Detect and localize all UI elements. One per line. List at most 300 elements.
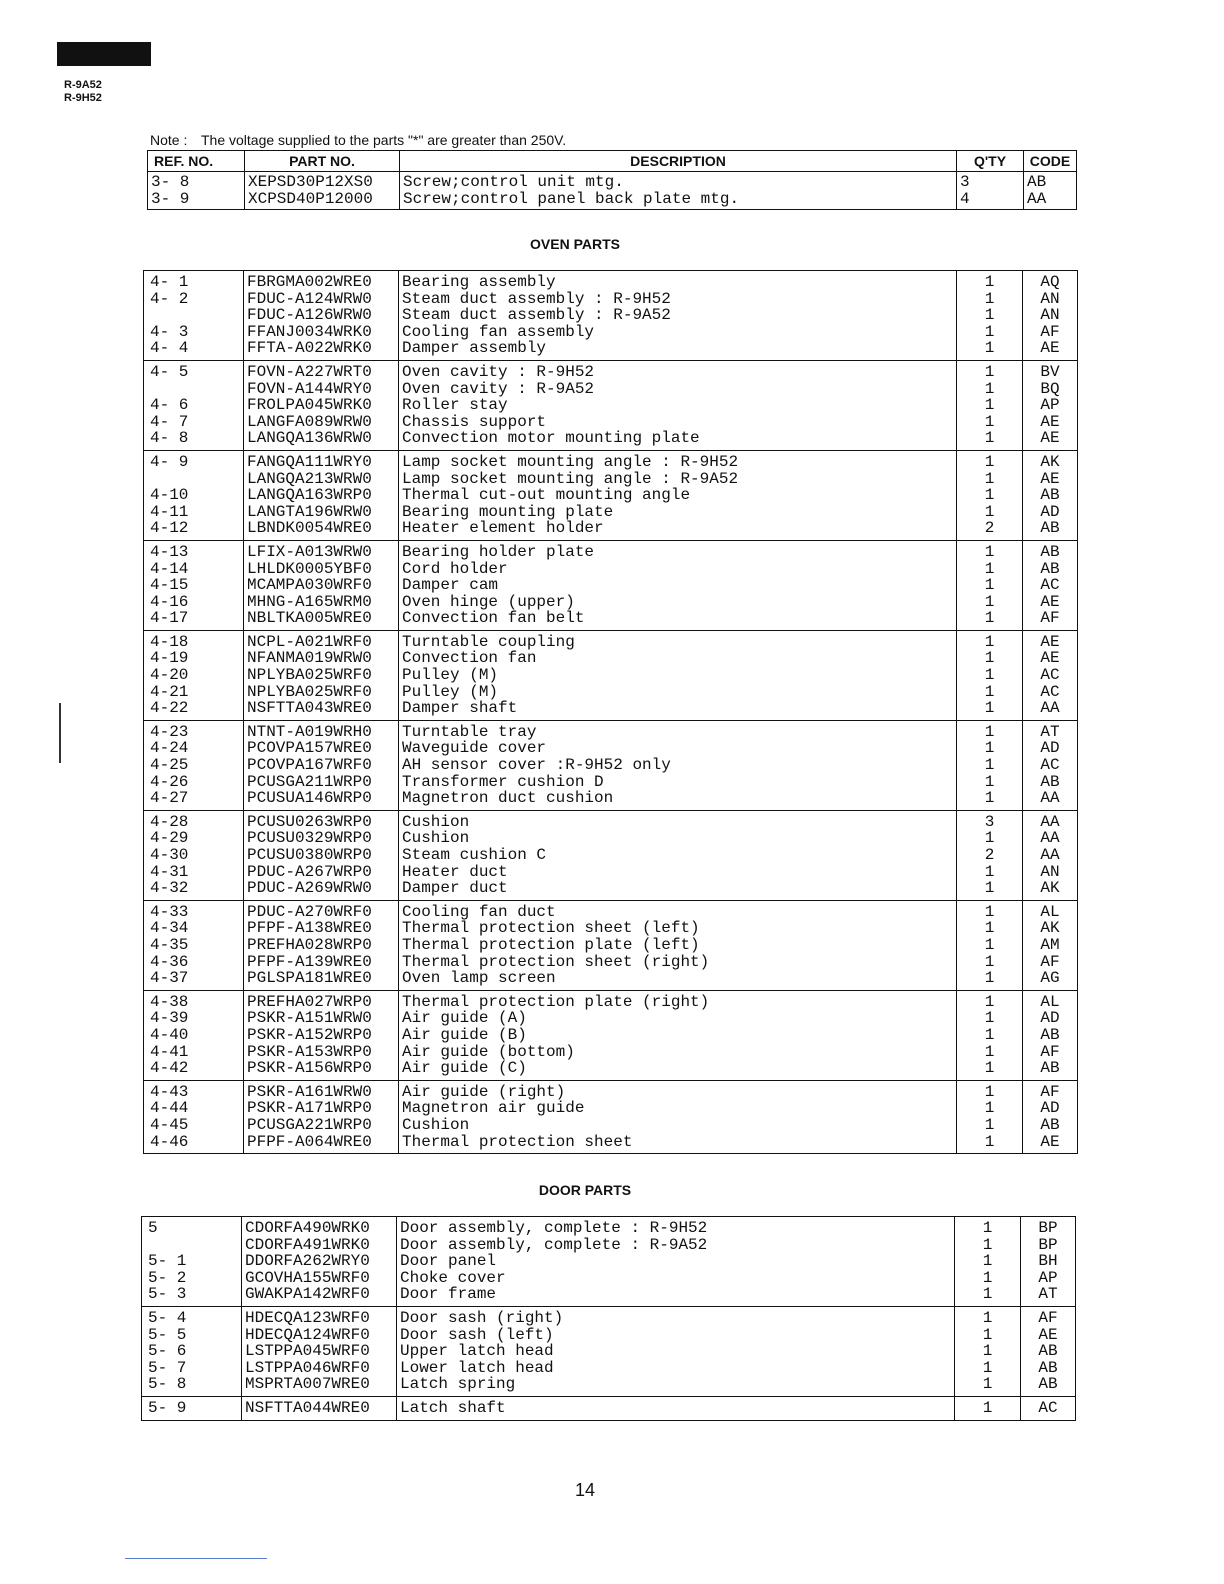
part-no-cell: LBNDK0054WRE0 bbox=[244, 520, 399, 540]
code-cell: AA bbox=[1023, 847, 1078, 864]
qty-cell: 4 bbox=[957, 191, 1024, 210]
ref-no-cell: 4-32 bbox=[144, 880, 244, 900]
row-group bbox=[144, 720, 1078, 810]
ref-no-cell: 5- 7 bbox=[142, 1360, 242, 1377]
part-no-cell: PGLSPA181WRE0 bbox=[244, 970, 399, 990]
part-no-cell: PSKR-A161WRW0 bbox=[244, 1080, 399, 1100]
code-cell: AT bbox=[1021, 1286, 1076, 1306]
code-cell: AT bbox=[1023, 720, 1078, 740]
description-cell: Pulley (M) bbox=[399, 684, 957, 701]
code-cell: BV bbox=[1023, 360, 1078, 380]
part-no-cell: PFPF-A138WRE0 bbox=[244, 920, 399, 937]
part-no-cell: PDUC-A270WRF0 bbox=[244, 900, 399, 920]
ref-no-cell: 4-45 bbox=[144, 1117, 244, 1134]
qty-cell: 1 bbox=[957, 990, 1023, 1010]
qty-cell: 2 bbox=[957, 520, 1023, 540]
table-row bbox=[144, 471, 1078, 488]
part-no-cell: NBLTKA005WRE0 bbox=[244, 610, 399, 630]
description-cell: Oven hinge (upper) bbox=[399, 594, 957, 611]
part-no-cell: FANGQA111WRY0 bbox=[244, 450, 399, 470]
part-no-cell: LANGFA089WRW0 bbox=[244, 414, 399, 431]
description-cell: Latch spring bbox=[397, 1376, 955, 1396]
table-row bbox=[144, 324, 1078, 341]
part-no-cell: LANGTA196WRW0 bbox=[244, 504, 399, 521]
row-group bbox=[142, 1217, 1076, 1307]
code-cell: AA bbox=[1023, 790, 1078, 810]
description-cell: Damper cam bbox=[399, 577, 957, 594]
qty-cell: 1 bbox=[957, 667, 1023, 684]
part-no-cell: FOVN-A144WRY0 bbox=[244, 381, 399, 398]
code-cell: AB bbox=[1023, 540, 1078, 560]
code-cell: AE bbox=[1023, 340, 1078, 360]
description-cell: Thermal protection sheet (right) bbox=[399, 954, 957, 971]
ref-no-cell: 4-39 bbox=[144, 1010, 244, 1027]
part-no-cell: PFPF-A139WRE0 bbox=[244, 954, 399, 971]
description-cell: AH sensor cover :R-9H52 only bbox=[399, 757, 957, 774]
table-row bbox=[144, 340, 1078, 360]
description-cell: Heater element holder bbox=[399, 520, 957, 540]
code-cell: AP bbox=[1023, 397, 1078, 414]
code-cell: AC bbox=[1023, 667, 1078, 684]
table-row bbox=[144, 740, 1078, 757]
description-cell: Cushion bbox=[399, 830, 957, 847]
table-row bbox=[144, 1060, 1078, 1080]
part-no-cell: NTNT-A019WRH0 bbox=[244, 720, 399, 740]
qty-cell: 1 bbox=[955, 1360, 1021, 1377]
description-cell: Door frame bbox=[397, 1286, 955, 1306]
table-row bbox=[144, 920, 1078, 937]
qty-cell: 1 bbox=[955, 1396, 1021, 1420]
qty-cell: 1 bbox=[957, 397, 1023, 414]
ref-no-cell: 4-46 bbox=[144, 1134, 244, 1154]
qty-cell: 1 bbox=[957, 830, 1023, 847]
row-group bbox=[144, 810, 1078, 900]
description-cell: Convection fan belt bbox=[399, 610, 957, 630]
part-no-cell: FROLPA045WRK0 bbox=[244, 397, 399, 414]
part-no-cell: PCUSU0329WRP0 bbox=[244, 830, 399, 847]
table-row bbox=[144, 790, 1078, 810]
part-no-cell: NPLYBA025WRF0 bbox=[244, 667, 399, 684]
description-cell: Upper latch head bbox=[397, 1343, 955, 1360]
part-no-cell: FDUC-A124WRW0 bbox=[244, 291, 399, 308]
qty-cell: 1 bbox=[957, 720, 1023, 740]
description-cell: Thermal protection plate (left) bbox=[399, 937, 957, 954]
col-code: CODE bbox=[1024, 151, 1077, 172]
code-cell: AL bbox=[1023, 990, 1078, 1010]
row-group bbox=[142, 1396, 1076, 1420]
table-row bbox=[142, 1306, 1076, 1326]
part-no-cell: NCPL-A021WRF0 bbox=[244, 630, 399, 650]
part-no-cell: LSTPPA046WRF0 bbox=[242, 1360, 397, 1377]
ref-no-cell: 4-36 bbox=[144, 954, 244, 971]
code-cell: AB bbox=[1023, 561, 1078, 578]
part-no-cell: PCUSGA211WRP0 bbox=[244, 774, 399, 791]
description-cell: Convection motor mounting plate bbox=[399, 430, 957, 450]
table-row bbox=[144, 650, 1078, 667]
code-cell: AB bbox=[1024, 172, 1077, 191]
table-row bbox=[148, 191, 1077, 210]
ref-no-cell: 4-15 bbox=[144, 577, 244, 594]
table-row bbox=[144, 414, 1078, 431]
qty-cell: 1 bbox=[957, 577, 1023, 594]
ref-no-cell: 4-38 bbox=[144, 990, 244, 1010]
code-cell: AD bbox=[1023, 740, 1078, 757]
row-group bbox=[144, 630, 1078, 720]
qty-cell: 1 bbox=[957, 1080, 1023, 1100]
ref-no-cell: 4-30 bbox=[144, 847, 244, 864]
description-cell: Choke cover bbox=[397, 1270, 955, 1287]
qty-cell: 1 bbox=[957, 594, 1023, 611]
code-cell: AE bbox=[1023, 630, 1078, 650]
part-no-cell: CDORFA491WRK0 bbox=[242, 1237, 397, 1254]
ref-no-cell: 5 bbox=[142, 1217, 242, 1237]
code-cell: AN bbox=[1023, 864, 1078, 881]
qty-cell: 1 bbox=[957, 740, 1023, 757]
ref-no-cell: 4-24 bbox=[144, 740, 244, 757]
description-cell: Thermal cut-out mounting angle bbox=[399, 487, 957, 504]
description-cell: Steam duct assembly : R-9H52 bbox=[399, 291, 957, 308]
qty-cell: 3 bbox=[957, 810, 1023, 830]
ref-no-cell: 4-37 bbox=[144, 970, 244, 990]
ref-no-cell: 4-12 bbox=[144, 520, 244, 540]
qty-cell: 1 bbox=[957, 1010, 1023, 1027]
ref-no-cell: 4- 2 bbox=[144, 291, 244, 308]
code-cell: AL bbox=[1023, 900, 1078, 920]
part-no-cell: PDUC-A269WRW0 bbox=[244, 880, 399, 900]
ref-no-cell: 4-17 bbox=[144, 610, 244, 630]
qty-cell: 1 bbox=[957, 504, 1023, 521]
code-cell: AF bbox=[1023, 324, 1078, 341]
description-cell: Air guide (A) bbox=[399, 1010, 957, 1027]
ref-no-cell: 4- 8 bbox=[144, 430, 244, 450]
qty-cell: 1 bbox=[955, 1327, 1021, 1344]
code-cell: AD bbox=[1023, 1010, 1078, 1027]
part-no-cell: FFANJ0034WRK0 bbox=[244, 324, 399, 341]
ref-no-cell: 4-33 bbox=[144, 900, 244, 920]
ref-no-cell bbox=[144, 307, 244, 324]
description-cell: Turntable tray bbox=[399, 720, 957, 740]
column-header-row bbox=[148, 151, 1077, 172]
table-row bbox=[142, 1286, 1076, 1306]
qty-cell: 1 bbox=[955, 1237, 1021, 1254]
table-row bbox=[144, 684, 1078, 701]
model-codes bbox=[64, 79, 102, 105]
code-cell: AC bbox=[1023, 757, 1078, 774]
part-no-cell: PREFHA028WRP0 bbox=[244, 937, 399, 954]
qty-cell: 1 bbox=[957, 630, 1023, 650]
code-cell: AE bbox=[1023, 471, 1078, 488]
part-no-cell: GCOVHA155WRF0 bbox=[242, 1270, 397, 1287]
code-cell: AE bbox=[1023, 1134, 1078, 1154]
code-cell: AF bbox=[1023, 610, 1078, 630]
table-row bbox=[144, 397, 1078, 414]
table-row bbox=[144, 1010, 1078, 1027]
ref-no-cell: 3- 8 bbox=[148, 172, 245, 191]
qty-cell: 1 bbox=[957, 271, 1023, 291]
table-row bbox=[142, 1396, 1076, 1420]
description-cell: Convection fan bbox=[399, 650, 957, 667]
description-cell: Door sash (right) bbox=[397, 1306, 955, 1326]
code-cell: AN bbox=[1023, 291, 1078, 308]
part-no-cell: LANGQA136WRW0 bbox=[244, 430, 399, 450]
part-no-cell: PREFHA027WRP0 bbox=[244, 990, 399, 1010]
description-cell: Steam duct assembly : R-9A52 bbox=[399, 307, 957, 324]
table-row bbox=[148, 172, 1077, 191]
ref-no-cell: 4- 3 bbox=[144, 324, 244, 341]
note-text: The voltage supplied to the parts "*" are greater than 250V. bbox=[201, 132, 567, 148]
part-no-cell: LANGQA163WRP0 bbox=[244, 487, 399, 504]
row-group bbox=[144, 990, 1078, 1080]
table-row bbox=[142, 1327, 1076, 1344]
ref-no-cell: 4-23 bbox=[144, 720, 244, 740]
part-no-cell: XEPSD30P12XS0 bbox=[245, 172, 400, 191]
ref-no-cell: 4- 4 bbox=[144, 340, 244, 360]
description-cell: Roller stay bbox=[399, 397, 957, 414]
description-cell: Cord holder bbox=[399, 561, 957, 578]
qty-cell: 1 bbox=[955, 1217, 1021, 1237]
ref-no-cell: 4-44 bbox=[144, 1100, 244, 1117]
part-no-cell: PSKR-A151WRW0 bbox=[244, 1010, 399, 1027]
code-cell: AF bbox=[1023, 1044, 1078, 1061]
table-row bbox=[142, 1376, 1076, 1396]
description-cell: Oven lamp screen bbox=[399, 970, 957, 990]
page-number: 14 bbox=[574, 1480, 596, 1500]
code-cell: AB bbox=[1023, 774, 1078, 791]
qty-cell: 1 bbox=[957, 700, 1023, 720]
row-group bbox=[144, 1080, 1078, 1153]
table-row bbox=[144, 1117, 1078, 1134]
code-cell: AF bbox=[1023, 1080, 1078, 1100]
description-cell: Turntable coupling bbox=[399, 630, 957, 650]
code-cell: BP bbox=[1021, 1217, 1076, 1237]
ref-no-cell: 4-29 bbox=[144, 830, 244, 847]
model-code: R-9A52 bbox=[64, 79, 102, 91]
part-no-cell: PCUSUA146WRP0 bbox=[244, 790, 399, 810]
code-cell: AA bbox=[1023, 830, 1078, 847]
ref-no-cell: 4-43 bbox=[144, 1080, 244, 1100]
ref-no-cell: 4-25 bbox=[144, 757, 244, 774]
description-cell: Pulley (M) bbox=[399, 667, 957, 684]
ref-no-cell: 4-14 bbox=[144, 561, 244, 578]
code-cell: BH bbox=[1021, 1253, 1076, 1270]
part-no-cell: PFPF-A064WRE0 bbox=[244, 1134, 399, 1154]
description-cell: Bearing assembly bbox=[399, 271, 957, 291]
qty-cell: 1 bbox=[957, 340, 1023, 360]
part-no-cell: PSKR-A152WRP0 bbox=[244, 1027, 399, 1044]
part-no-cell: MCAMPA030WRF0 bbox=[244, 577, 399, 594]
table-row bbox=[142, 1343, 1076, 1360]
qty-cell: 1 bbox=[957, 864, 1023, 881]
description-cell: Oven cavity : R-9H52 bbox=[399, 360, 957, 380]
qty-cell: 1 bbox=[957, 1027, 1023, 1044]
qty-cell: 1 bbox=[957, 790, 1023, 810]
table-row bbox=[144, 291, 1078, 308]
margin-mark bbox=[59, 703, 61, 763]
ref-no-cell: 3- 9 bbox=[148, 191, 245, 210]
table-row bbox=[144, 970, 1078, 990]
qty-cell: 1 bbox=[957, 610, 1023, 630]
code-cell: AC bbox=[1021, 1396, 1076, 1420]
qty-cell: 1 bbox=[957, 324, 1023, 341]
door-parts-title: DOOR PARTS bbox=[538, 1182, 632, 1198]
part-no-cell: PCOVPA157WRE0 bbox=[244, 740, 399, 757]
ref-no-cell: 5- 1 bbox=[142, 1253, 242, 1270]
code-cell: AB bbox=[1021, 1360, 1076, 1377]
top-rows-group bbox=[148, 172, 1077, 210]
table-row bbox=[144, 774, 1078, 791]
ref-no-cell: 5- 3 bbox=[142, 1286, 242, 1306]
part-no-cell: FDUC-A126WRW0 bbox=[244, 307, 399, 324]
ref-no-cell: 4-27 bbox=[144, 790, 244, 810]
col-description: DESCRIPTION bbox=[400, 151, 957, 172]
part-no-cell: PSKR-A171WRP0 bbox=[244, 1100, 399, 1117]
description-cell: Cushion bbox=[399, 1117, 957, 1134]
description-cell: Lamp socket mounting angle : R-9A52 bbox=[399, 471, 957, 488]
table-row bbox=[144, 954, 1078, 971]
code-cell: AC bbox=[1023, 577, 1078, 594]
qty-cell: 1 bbox=[957, 900, 1023, 920]
table-row bbox=[144, 720, 1078, 740]
qty-cell: 1 bbox=[957, 561, 1023, 578]
table-row bbox=[144, 700, 1078, 720]
qty-cell: 1 bbox=[957, 430, 1023, 450]
code-cell: AK bbox=[1023, 450, 1078, 470]
description-cell: Door panel bbox=[397, 1253, 955, 1270]
table-row bbox=[144, 610, 1078, 630]
ref-no-cell: 4-10 bbox=[144, 487, 244, 504]
qty-cell: 1 bbox=[957, 307, 1023, 324]
qty-cell: 1 bbox=[957, 414, 1023, 431]
part-no-cell: HDECQA124WRF0 bbox=[242, 1327, 397, 1344]
qty-cell: 1 bbox=[955, 1376, 1021, 1396]
ref-no-cell: 4- 1 bbox=[144, 271, 244, 291]
description-cell: Damper duct bbox=[399, 880, 957, 900]
part-no-cell: NPLYBA025WRF0 bbox=[244, 684, 399, 701]
part-no-cell: PCOVPA167WRF0 bbox=[244, 757, 399, 774]
ref-no-cell: 5- 4 bbox=[142, 1306, 242, 1326]
part-no-cell: PCUSU0380WRP0 bbox=[244, 847, 399, 864]
table-row bbox=[144, 1044, 1078, 1061]
part-no-cell: DDORFA262WRY0 bbox=[242, 1253, 397, 1270]
part-no-cell: MHNG-A165WRM0 bbox=[244, 594, 399, 611]
description-cell: Cooling fan assembly bbox=[399, 324, 957, 341]
ref-no-cell bbox=[144, 471, 244, 488]
ref-no-cell: 4-19 bbox=[144, 650, 244, 667]
code-cell: AE bbox=[1021, 1327, 1076, 1344]
voltage-note bbox=[150, 132, 566, 148]
oven-parts-table bbox=[143, 270, 1078, 1154]
description-cell: Magnetron duct cushion bbox=[399, 790, 957, 810]
ref-no-cell: 4-34 bbox=[144, 920, 244, 937]
description-cell: Transformer cushion D bbox=[399, 774, 957, 791]
table-row bbox=[144, 504, 1078, 521]
description-cell: Screw;control unit mtg. bbox=[400, 172, 957, 191]
code-cell: AA bbox=[1023, 700, 1078, 720]
row-group bbox=[144, 360, 1078, 450]
code-cell: AN bbox=[1023, 307, 1078, 324]
qty-cell: 1 bbox=[957, 1060, 1023, 1080]
part-no-cell: FBRGMA002WRE0 bbox=[244, 271, 399, 291]
ref-no-cell: 5- 9 bbox=[142, 1396, 242, 1420]
table-row bbox=[144, 990, 1078, 1010]
qty-cell: 1 bbox=[957, 954, 1023, 971]
table-row bbox=[144, 880, 1078, 900]
table-row bbox=[144, 594, 1078, 611]
ref-no-cell: 4- 6 bbox=[144, 397, 244, 414]
qty-cell: 1 bbox=[957, 757, 1023, 774]
table-row bbox=[144, 520, 1078, 540]
qty-cell: 3 bbox=[957, 172, 1024, 191]
table-row bbox=[144, 630, 1078, 650]
qty-cell: 1 bbox=[955, 1270, 1021, 1287]
description-cell: Chassis support bbox=[399, 414, 957, 431]
table-row bbox=[144, 381, 1078, 398]
part-no-cell: GWAKPA142WRF0 bbox=[242, 1286, 397, 1306]
code-cell: AQ bbox=[1023, 271, 1078, 291]
table-row bbox=[144, 757, 1078, 774]
table-row bbox=[144, 540, 1078, 560]
qty-cell: 1 bbox=[957, 970, 1023, 990]
part-no-cell: PCUSU0263WRP0 bbox=[244, 810, 399, 830]
code-cell: AB bbox=[1021, 1376, 1076, 1396]
ref-no-cell: 4-28 bbox=[144, 810, 244, 830]
ref-no-cell bbox=[144, 381, 244, 398]
qty-cell: 1 bbox=[957, 487, 1023, 504]
code-cell: AF bbox=[1023, 954, 1078, 971]
table-row bbox=[144, 450, 1078, 470]
oven-parts-title: OVEN PARTS bbox=[530, 236, 620, 252]
description-cell: Air guide (bottom) bbox=[399, 1044, 957, 1061]
ref-no-cell: 4- 5 bbox=[144, 360, 244, 380]
description-cell: Bearing holder plate bbox=[399, 540, 957, 560]
description-cell: Thermal protection sheet (left) bbox=[399, 920, 957, 937]
ref-no-cell: 4-42 bbox=[144, 1060, 244, 1080]
code-cell: AP bbox=[1021, 1270, 1076, 1287]
table-row bbox=[144, 307, 1078, 324]
part-no-cell: MSPRTA007WRE0 bbox=[242, 1376, 397, 1396]
header-black-bar bbox=[57, 42, 151, 66]
ref-no-cell: 4-16 bbox=[144, 594, 244, 611]
part-no-cell: PDUC-A267WRP0 bbox=[244, 864, 399, 881]
ref-no-cell: 4-22 bbox=[144, 700, 244, 720]
qty-cell: 1 bbox=[955, 1253, 1021, 1270]
table-row bbox=[144, 561, 1078, 578]
description-cell: Door assembly, complete : R-9H52 bbox=[397, 1217, 955, 1237]
ref-no-cell: 4-11 bbox=[144, 504, 244, 521]
qty-cell: 1 bbox=[957, 450, 1023, 470]
ref-no-cell: 5- 2 bbox=[142, 1270, 242, 1287]
col-ref-no: REF. NO. bbox=[148, 151, 245, 172]
table-row bbox=[142, 1237, 1076, 1254]
part-no-cell: PSKR-A153WRP0 bbox=[244, 1044, 399, 1061]
part-no-cell: LSTPPA045WRF0 bbox=[242, 1343, 397, 1360]
code-cell: AB bbox=[1023, 1060, 1078, 1080]
table-row bbox=[142, 1253, 1076, 1270]
table-row bbox=[144, 864, 1078, 881]
description-cell: Thermal protection sheet bbox=[399, 1134, 957, 1154]
ref-no-cell: 4-21 bbox=[144, 684, 244, 701]
note-label: Note : bbox=[150, 132, 188, 148]
description-cell: Door sash (left) bbox=[397, 1327, 955, 1344]
qty-cell: 1 bbox=[957, 1044, 1023, 1061]
code-cell: AM bbox=[1023, 937, 1078, 954]
description-cell: Steam cushion C bbox=[399, 847, 957, 864]
qty-cell: 1 bbox=[957, 880, 1023, 900]
description-cell: Cushion bbox=[399, 810, 957, 830]
code-cell: AD bbox=[1023, 1100, 1078, 1117]
description-cell: Lower latch head bbox=[397, 1360, 955, 1377]
table-row bbox=[142, 1217, 1076, 1237]
